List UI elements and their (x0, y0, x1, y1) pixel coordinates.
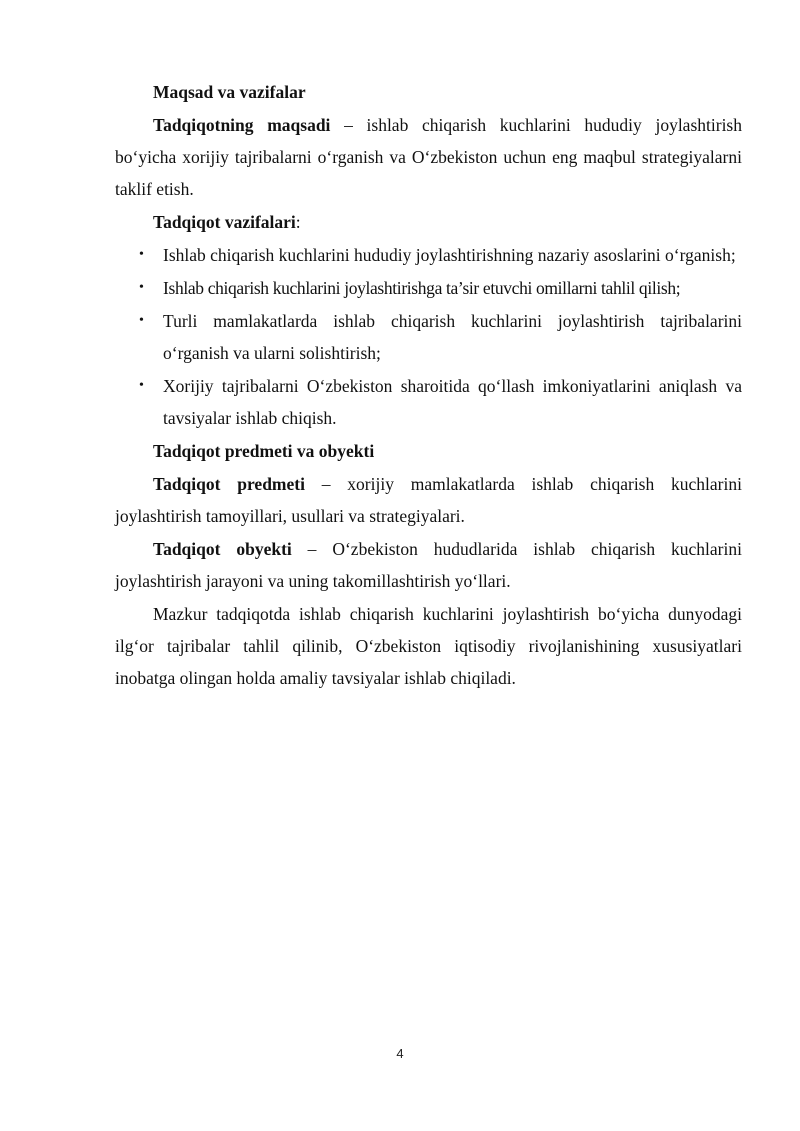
goal-term: Tadqiqotning maqsadi (153, 115, 331, 135)
tasks-heading-label: Tadqiqot vazifalari (153, 212, 296, 232)
page-content (115, 76, 742, 695)
page-number: 4 (396, 1046, 404, 1061)
task-text: Ishlab chiqarish kuchlarini joylashtirishga ta’sir etuvchi omillarni tahlil qilish; (163, 278, 681, 298)
list-item (115, 305, 742, 369)
subject-heading: Tadqiqot predmeti va obyekti (153, 441, 375, 461)
task-text: Xorijiy tajribalarni O‘zbekiston sharoitida qo‘llash imkoniyatlarini aniqlash va tavsiyalar ishlab chiqish. (163, 376, 742, 428)
bullet-icon: • (139, 247, 144, 262)
list-item (115, 272, 742, 304)
goal-paragraph (115, 109, 742, 205)
subject-text: – xorijiy mamlakatlarda ishlab chiqarish kuchlarini joylashtirish tamoyillari, usullari va strategiyalari. (115, 474, 742, 526)
list-item (115, 370, 742, 434)
object-text: – O‘zbekiston hududlarida ishlab chiqarish kuchlarini joylashtirish jarayoni va uning takomillashtirish yo‘llari. (115, 539, 742, 591)
object-term: Tadqiqot obyekti (153, 539, 292, 559)
task-text: Turli mamlakatlarda ishlab chiqarish kuchlarini joylashtirish tajribalarini o‘rganish va ularni solishtirish; (163, 311, 742, 363)
subject-term: Tadqiqot predmeti (153, 474, 305, 494)
list-item (115, 239, 742, 271)
task-text: Ishlab chiqarish kuchlarini hududiy joylashtirishning nazariy asoslarini o‘rganish; (163, 245, 736, 265)
conclusion-paragraph: Mazkur tadqiqotda ishlab chiqarish kuchlarini joylashtirish bo‘yicha dunyodagi ilg‘or tajribalar tahlil qilinib, O‘zbekiston iqtisodiy rivojlanishining xususiyatlari inobatga olingan holda amaliy tavsiyalar ishlab chiqiladi. (115, 604, 742, 688)
subject-paragraph (115, 468, 742, 532)
goal-text: – ishlab chiqarish kuchlarini hududiy joylashtirish bo‘yicha xorijiy tajribalarni o‘rganish va O‘zbekiston uchun eng maqbul strategiyalarni taklif etish. (115, 115, 742, 199)
tasks-list (115, 239, 742, 434)
section-heading: Maqsad va vazifalar (153, 82, 306, 102)
bullet-icon: • (139, 313, 144, 328)
bullet-icon: • (139, 378, 144, 393)
tasks-heading (115, 206, 742, 238)
object-paragraph (115, 533, 742, 597)
bullet-icon: • (139, 280, 144, 295)
tasks-heading-colon: : (295, 212, 301, 232)
